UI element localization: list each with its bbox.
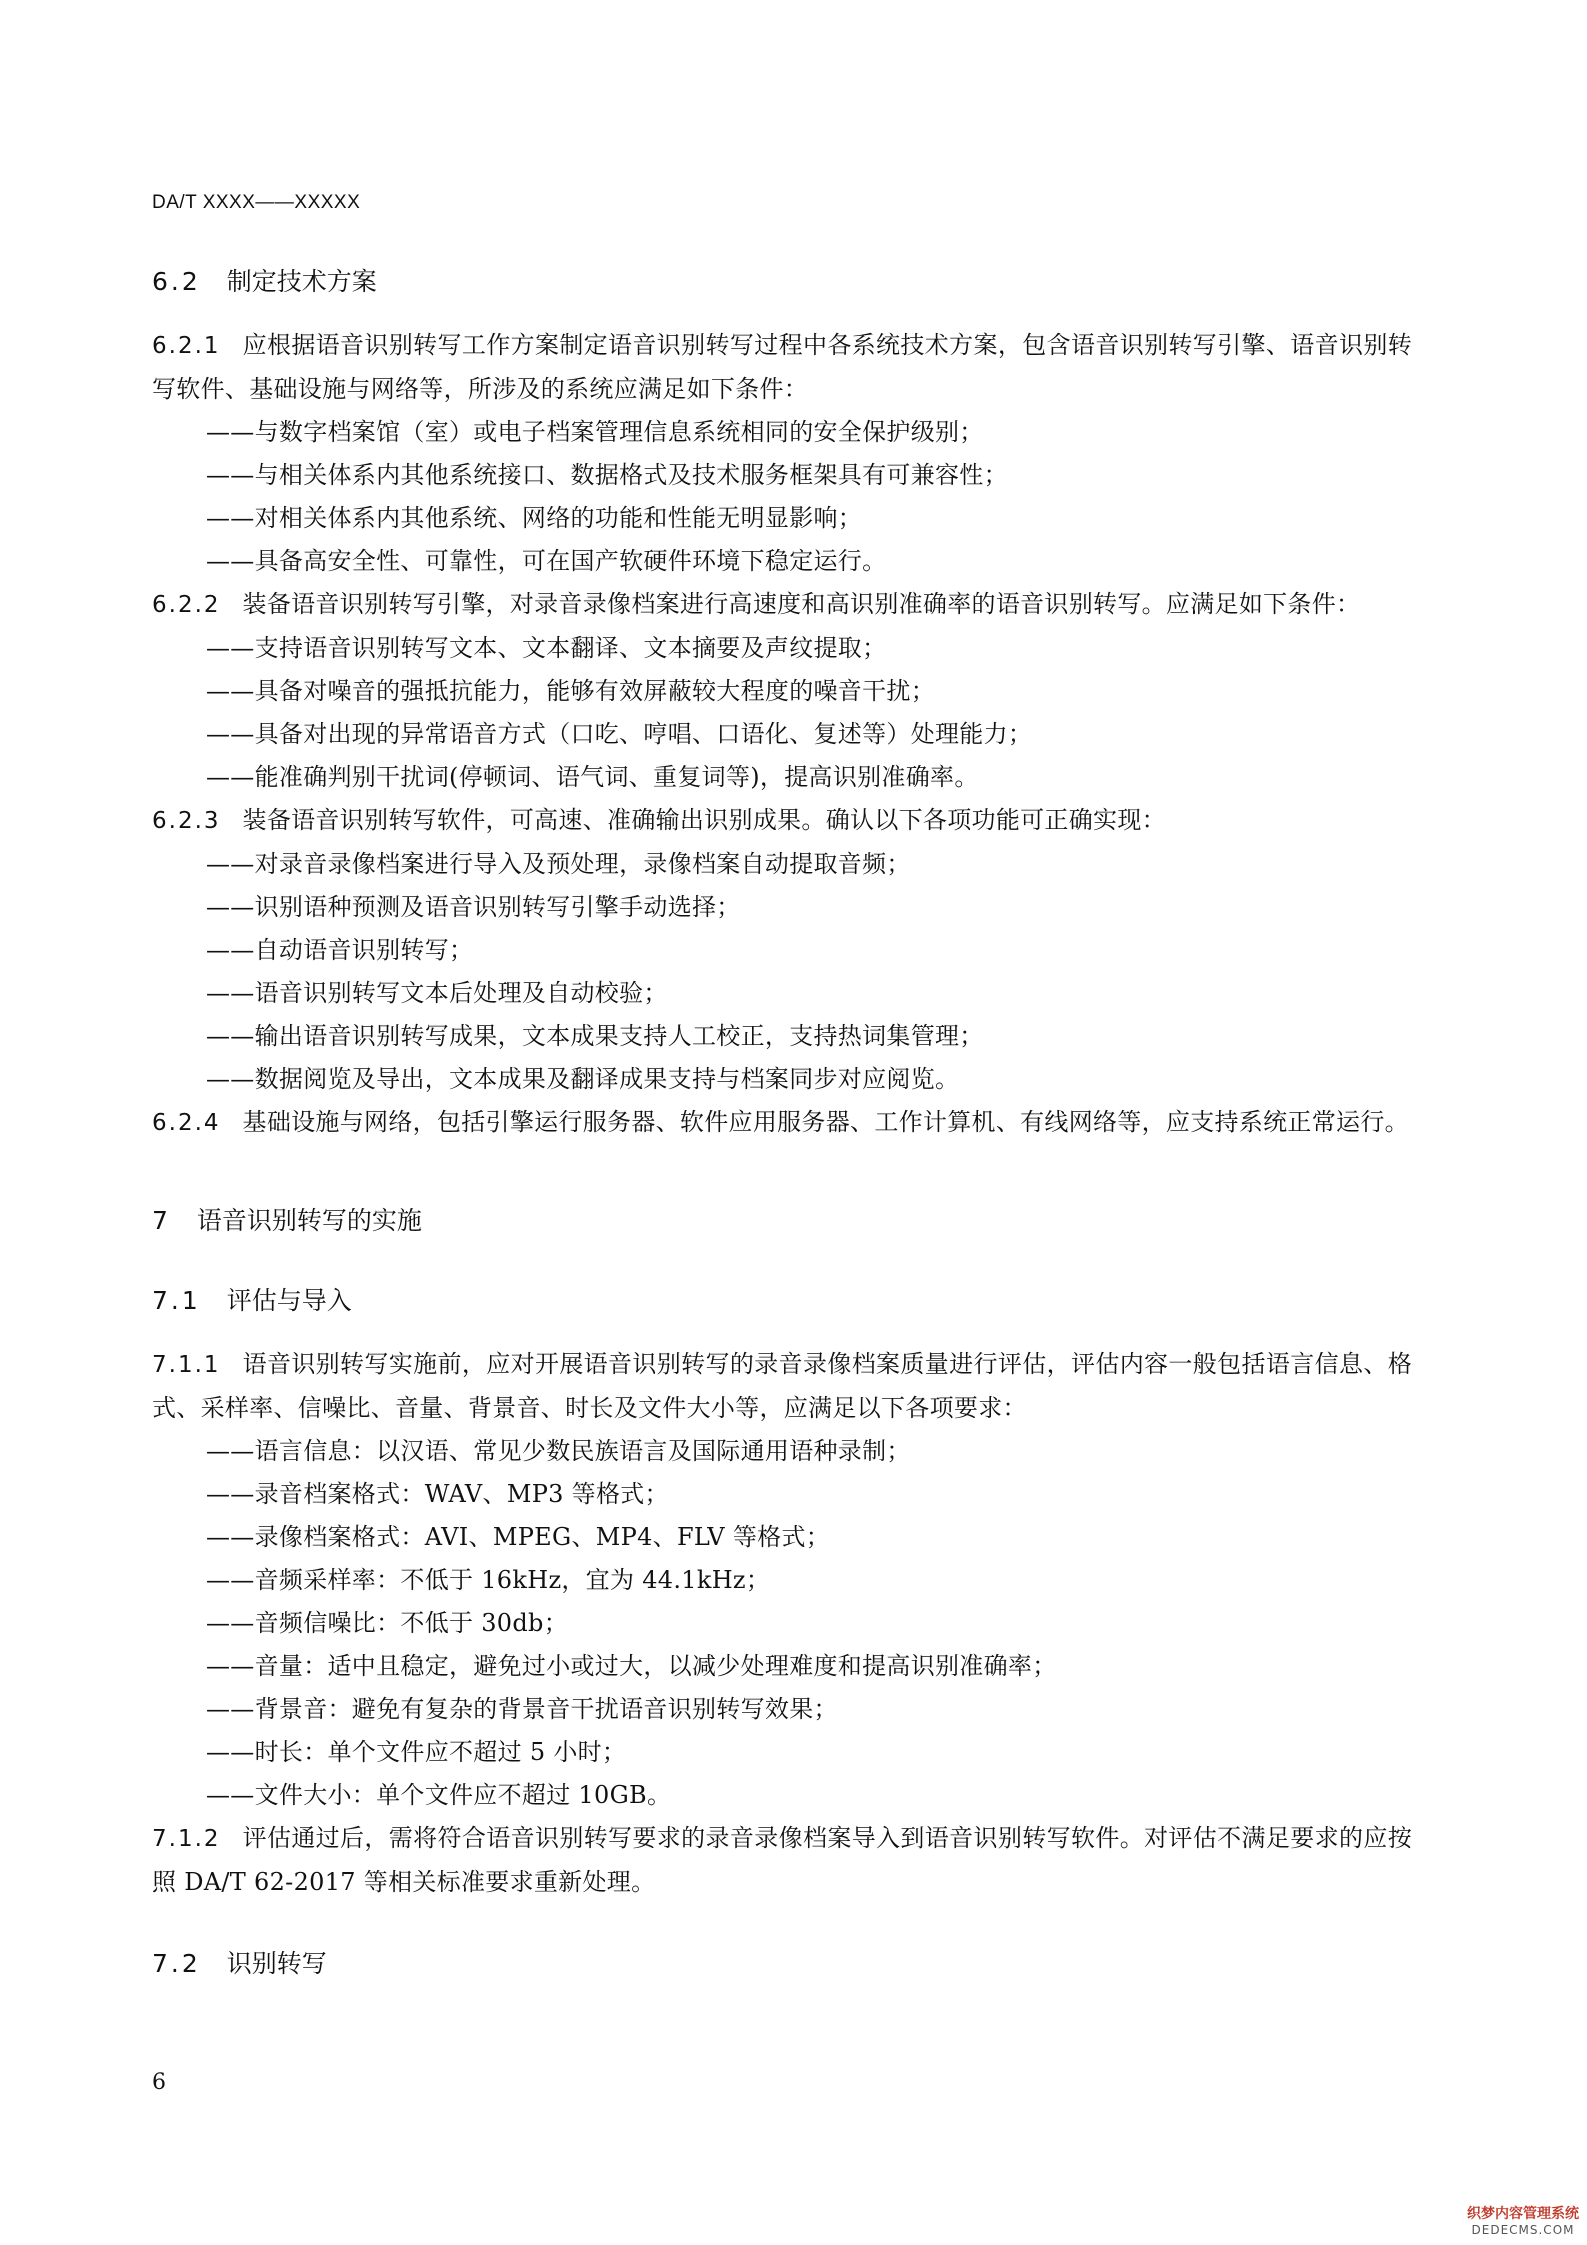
clause-7-1-1	[152, 1343, 1412, 1430]
clause-text: 装备语音识别转写引擎，对录音录像档案进行高速度和高识别准确率的语音识别转写。应满足如下条件：	[242, 590, 1361, 618]
list-item: ——自动语音识别转写；	[206, 936, 474, 964]
list-item: ——音频采样率：不低于 16kHz，宜为 44.1kHz；	[206, 1566, 771, 1594]
clause-6-2-1	[152, 324, 1412, 411]
list-item: ——语言信息：以汉语、常见少数民族语言及国际通用语种录制；	[206, 1437, 911, 1465]
section-number: 6.2	[152, 267, 201, 296]
section-heading-7-1	[152, 1281, 1412, 1321]
list-item: ——录像档案格式：AVI、MPEG、MP4、FLV 等格式；	[206, 1523, 831, 1551]
clause-6-2-2	[152, 583, 1412, 627]
section-number: 7.2	[152, 1949, 201, 1978]
section-number: 7	[152, 1206, 171, 1235]
list-item: ——具备对出现的异常语音方式（口吃、哼唱、口语化、复述等）处理能力；	[206, 720, 1033, 748]
list-item: ——具备高安全性、可靠性，可在国产软硬件环境下稳定运行。	[206, 547, 887, 575]
document-body	[152, 262, 1412, 1984]
clause-6-2-3	[152, 799, 1412, 843]
list-item: ——数据阅览及导出，文本成果及翻译成果支持与档案同步对应阅览。	[206, 1065, 960, 1093]
section-title: 语音识别转写的实施	[196, 1206, 422, 1235]
list-item: ——与数字档案馆（室）或电子档案管理信息系统相同的安全保护级别；	[206, 418, 984, 446]
list-item: ——能准确判别干扰词(停顿词、语气词、重复词等)，提高识别准确率。	[206, 763, 979, 791]
section-number: 7.1	[152, 1286, 201, 1315]
clause-number: 6.2.2	[152, 592, 221, 618]
list-item: ——文件大小：单个文件应不超过 10GB。	[206, 1781, 672, 1809]
clause-number: 6.2.1	[152, 333, 221, 359]
page-number: 6	[152, 2070, 166, 2095]
section-heading-7	[152, 1201, 1412, 1241]
section-title: 识别转写	[226, 1949, 327, 1978]
clause-text: 评估通过后，需将符合语音识别转写要求的录音录像档案导入到语音识别转写软件。对评估不满足要求的应按照 DA/T 62-2017 等相关标准要求重新处理。	[152, 1824, 1412, 1896]
watermark-line-1: 织梦内容管理系统	[1467, 2206, 1579, 2222]
section-title: 制定技术方案	[226, 267, 377, 296]
list-item: ——输出语音识别转写成果，文本成果支持人工校正，支持热词集管理；	[206, 1022, 984, 1050]
clause-number: 7.1.2	[152, 1826, 221, 1852]
section-heading-7-2	[152, 1944, 1412, 1984]
clause-number: 6.2.3	[152, 808, 221, 834]
watermark-line-2: DEDECMS.COM	[1471, 2223, 1575, 2237]
section-title: 评估与导入	[226, 1286, 352, 1315]
clause-number: 7.1.1	[152, 1352, 221, 1378]
clause-text: 基础设施与网络，包括引擎运行服务器、软件应用服务器、工作计算机、有线网络等，应支持系统正常运行。	[242, 1108, 1409, 1136]
list-item: ——与相关体系内其他系统接口、数据格式及技术服务框架具有可兼容性；	[206, 461, 1008, 489]
list-item: ——音量：适中且稳定，避免过小或过大，以减少处理难度和提高识别准确率；	[206, 1652, 1057, 1680]
clause-text: 应根据语音识别转写工作方案制定语音识别转写过程中各系统技术方案，包含语音识别转写引擎、语音识别转写软件、基础设施与网络等，所涉及的系统应满足如下条件：	[152, 331, 1412, 403]
list-item: ——音频信噪比：不低于 30db；	[206, 1609, 568, 1637]
list-item: ——录音档案格式：WAV、MP3 等格式；	[206, 1480, 669, 1508]
section-heading-6-2	[152, 262, 1412, 302]
site-watermark	[1467, 2203, 1579, 2237]
list-item: ——对相关体系内其他系统、网络的功能和性能无明显影响；	[206, 504, 863, 532]
document-header: DA/T XXXX——XXXXX	[152, 192, 361, 213]
clause-text: 语音识别转写实施前，应对开展语音识别转写的录音录像档案质量进行评估，评估内容一般包括语言信息、格式、采样率、信噪比、音量、背景音、时长及文件大小等，应满足以下各项要求：	[152, 1350, 1412, 1422]
list-item: ——语音识别转写文本后处理及自动校验；	[206, 979, 668, 1007]
list-item: ——背景音：避免有复杂的背景音干扰语音识别转写效果；	[206, 1695, 838, 1723]
list-item: ——识别语种预测及语音识别转写引擎手动选择；	[206, 893, 741, 921]
list-item: ——对录音录像档案进行导入及预处理，录像档案自动提取音频；	[206, 850, 911, 878]
clause-6-2-4	[152, 1101, 1412, 1145]
list-item: ——支持语音识别转写文本、文本翻译、文本摘要及声纹提取；	[206, 634, 887, 662]
clause-number: 6.2.4	[152, 1110, 221, 1136]
list-item: ——时长：单个文件应不超过 5 小时；	[206, 1738, 627, 1766]
clause-text: 装备语音识别转写软件，可高速、准确输出识别成果。确认以下各项功能可正确实现：	[242, 806, 1166, 834]
clause-7-1-2	[152, 1817, 1412, 1904]
list-item: ——具备对噪音的强抵抗能力，能够有效屏蔽较大程度的噪音干扰；	[206, 677, 935, 705]
